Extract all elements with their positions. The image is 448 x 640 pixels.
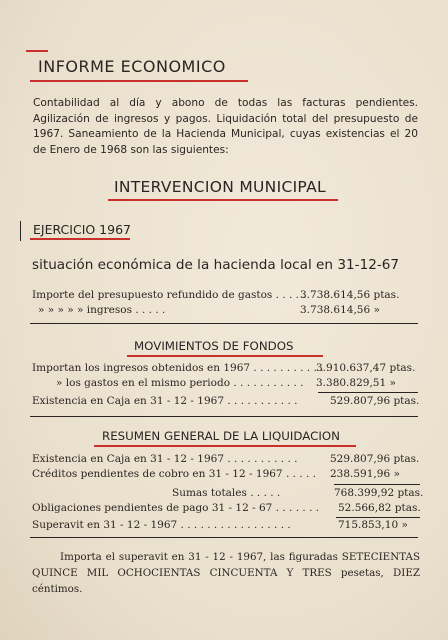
ingresos-obtenidos-label: Importan los ingresos obtenidos en 1967 . . . . . . . . . . . xyxy=(32,362,324,374)
intervencion-rule xyxy=(108,199,338,201)
informe-top-rule xyxy=(26,50,48,52)
intervencion-heading: INTERVENCION MUNICIPAL xyxy=(114,178,326,196)
movimientos-sum-rule xyxy=(318,392,418,393)
final-paragraph xyxy=(32,549,420,597)
superavit-label: Superavit en 31 - 12 - 1967 . . . . . . . . . . . . . . . . . xyxy=(32,519,291,531)
resumen-rule xyxy=(94,445,356,447)
existencia-caja-label: Existencia en Caja en 31 - 12 - 1967 . . . . . . . . . . . xyxy=(32,395,298,407)
ejercicio-left-rule xyxy=(20,221,21,241)
presupuesto-ingresos-value: 3.738.614,56 » xyxy=(300,304,380,316)
presupuesto-gastos-value: 3.738.614,56 ptas. xyxy=(300,289,400,301)
sumas-totales-value: 768.399,92 ptas. xyxy=(334,487,424,499)
movimientos-heading: MOVIMIENTOS DE FONDOS xyxy=(134,339,294,353)
obligaciones-pendientes-label: Obligaciones pendientes de pago 31 - 12 - 67 . . . . . . . xyxy=(32,502,320,514)
intro-paragraph: Contabilidad al día y abono de todas las facturas pendientes. Agilización de ingresos y pagos. Liquidación total del presupuesto de 1967. Saneamiento de la Hacienda Municipal, cuyas existencias el 20 de Enero de 1968 son las siguientes: xyxy=(33,97,418,156)
situacion-heading: situación económica de la hacienda local en 31-12-67 xyxy=(32,257,400,273)
obligaciones-pendientes-value: 52.566,82 ptas. xyxy=(338,502,421,514)
ejercicio-heading: EJERCICIO 1967 xyxy=(33,222,131,237)
sumas-totales-label: Sumas totales . . . . . xyxy=(172,487,281,499)
superavit-rule xyxy=(336,517,420,518)
resumen-existencia-value: 529.807,96 ptas. xyxy=(330,453,420,465)
superavit-value: 715.853,10 » xyxy=(338,519,408,531)
informe-bottom-rule xyxy=(30,80,248,82)
existencia-caja-value: 529.807,96 ptas. xyxy=(330,395,420,407)
movimientos-rule xyxy=(127,355,323,357)
section-divider-1 xyxy=(30,323,418,324)
sumas-rule xyxy=(334,484,420,485)
presupuesto-ingresos-label: » » » » » ingresos . . . . . xyxy=(38,304,166,316)
informe-heading: INFORME ECONOMICO xyxy=(38,57,226,76)
gastos-periodo-value: 3.380.829,51 » xyxy=(316,377,396,389)
creditos-pendientes-value: 238.591,96 » xyxy=(330,468,400,480)
section-divider-2 xyxy=(30,416,418,417)
ejercicio-rule xyxy=(30,238,130,240)
presupuesto-gastos-label: Importe del presupuesto refundido de gastos . . . . . xyxy=(32,289,306,301)
resumen-existencia-label: Existencia en Caja en 31 - 12 - 1967 . . . . . . . . . . . xyxy=(32,453,298,465)
gastos-periodo-label: » los gastos en el mismo periodo . . . . . . . . . . . xyxy=(56,377,304,389)
ingresos-obtenidos-value: 3.910.637,47 ptas. xyxy=(316,362,416,374)
final-paragraph-text: Importa el superavit en 31 - 12 - 1967, las figuradas SETECIENTAS QUINCE MIL OCHOCIENTAS CINCUENTA Y TRES pesetas, DIEZ céntimos. xyxy=(32,551,420,595)
creditos-pendientes-label: Créditos pendientes de cobro en 31 - 12 - 1967 . . . . . xyxy=(32,468,316,480)
resumen-heading: RESUMEN GENERAL DE LA LIQUIDACION xyxy=(102,429,340,443)
section-divider-3 xyxy=(30,537,418,538)
